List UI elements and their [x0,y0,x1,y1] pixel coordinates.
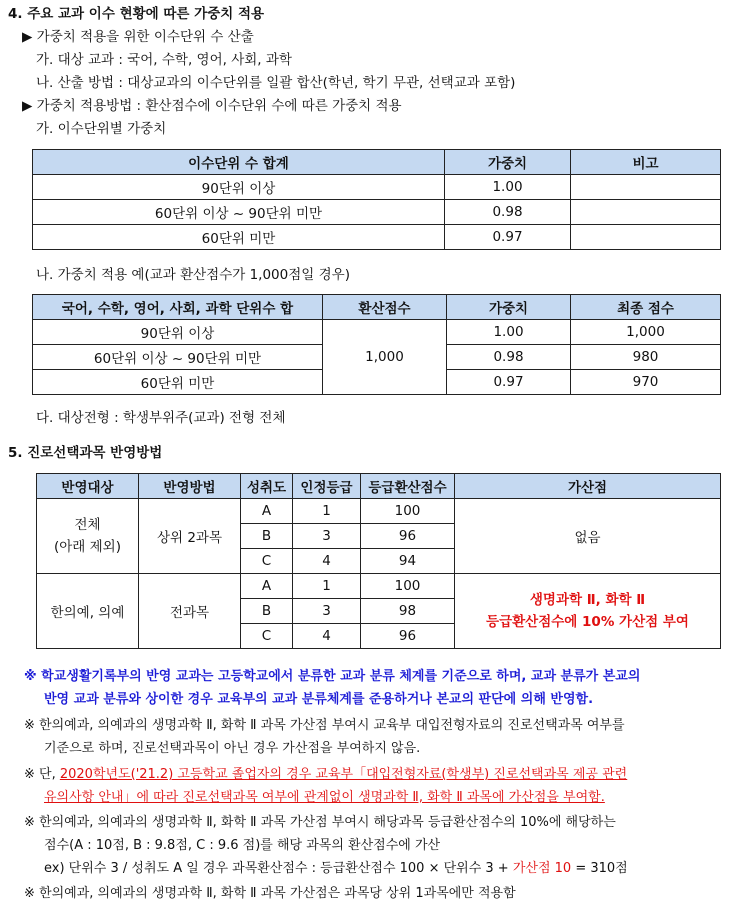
weight-value: 0.97 [445,225,571,250]
table-row [33,320,721,345]
recognized-grade: 4 [293,549,361,574]
header-bonus: 가산점 [455,474,721,499]
note4-line2: 점수(A : 10점, B : 9.8점, C : 9.6 점)를 해당 과목의 환산점수에 가산 [44,838,441,853]
grade-score: 96 [361,524,455,549]
header-method: 반영방법 [139,474,241,499]
bonus-medical [455,574,721,649]
remarks [571,175,721,200]
header-remarks: 비고 [571,150,721,175]
weight-table [32,149,721,250]
note4-line1: ※ 한의예과, 의예과의 생명과학 Ⅱ, 화학 Ⅱ 과목 가산점 부여시 해당과목 등급환산점수의 10%에 해당하는 [24,815,616,830]
table-row [33,200,721,225]
unit-range: 90단위 이상 [33,175,445,200]
note1-line2: 반영 교과 분류와 상이한 경우 교육부의 교과 분류체계를 준용하거나 본교의 판단에 의해 반영함. [44,692,594,707]
item-calc-method: 나. 산출 방법 : 대상교과의 이수단위를 일괄 합산(학년, 학기 무관, 선택교과 포함) [36,75,516,91]
item-target-admission: 다. 대상전형 : 학생부위주(교과) 전형 전체 [36,410,286,426]
unit-range: 60단위 미만 [33,370,323,395]
recognized-grade: 1 [293,574,361,599]
table-row [37,499,721,524]
note3-prefix: ※ 단, [24,767,60,782]
header-weight: 가중치 [447,295,571,320]
final-score: 970 [571,370,721,395]
table-row [37,574,721,599]
weight-value: 0.98 [445,200,571,225]
note2-line1: ※ 한의예과, 의예과의 생명과학 Ⅱ, 화학 Ⅱ 과목 가산점 부여시 교육부 대입전형자료의 진로선택과목 여부를 [24,718,625,733]
unit-range: 60단위 미만 [33,225,445,250]
grade-score: 96 [361,624,455,649]
weight-value: 1.00 [445,175,571,200]
note3-line1 [24,765,627,785]
item-weight-by-unit: 가. 이수단위별 가중치 [36,121,167,137]
note1-line1: ※ 학교생활기록부의 반영 교과는 고등학교에서 분류한 교과 분류 체계를 기준으로 하며, 교과 분류가 본교의 [24,669,641,684]
target-all [37,499,139,574]
table-header-row [37,474,721,499]
table-header-row [33,295,721,320]
unit-range: 60단위 이상 ~ 90단위 미만 [33,200,445,225]
remarks [571,200,721,225]
unit-range: 90단위 이상 [33,320,323,345]
note2-line2: 기준으로 하며, 진로선택과목이 아닌 경우 가산점을 부여하지 않음. [44,741,421,756]
section4-title: 4. 주요 교과 이수 현황에 따른 가중치 적용 [8,6,265,22]
final-score: 1,000 [571,320,721,345]
example-result: = 310점 [571,861,628,876]
note3-line2: 유의사항 안내」에 따라 진로선택과목 여부에 관계없이 생명과학 Ⅱ, 화학 Ⅱ 과목에 가산점을 부여함. [44,790,605,805]
career-elective-table [36,473,721,649]
note4-example [44,859,628,879]
unit-range: 60단위 이상 ~ 90단위 미만 [33,345,323,370]
achievement: A [241,574,293,599]
achievement: A [241,499,293,524]
recognized-grade: 1 [293,499,361,524]
item-target-subjects: 가. 대상 교과 : 국어, 수학, 영어, 사회, 과학 [36,52,292,68]
bullet-unit-count: ▶ 가중치 적용을 위한 이수단위 수 산출 [22,29,254,45]
weight-value: 1.00 [447,320,571,345]
target-all-line1: 전체 [74,517,101,533]
note5: ※ 한의예과, 의예과의 생명과학 Ⅱ, 화학 Ⅱ 과목 가산점은 과목당 상위 1과목에만 적용함 [24,886,516,901]
achievement: C [241,624,293,649]
achievement: B [241,599,293,624]
section5-title: 5. 진로선택과목 반영방법 [8,445,163,461]
recognized-grade: 3 [293,599,361,624]
target-all-line2: (아래 제외) [54,539,121,555]
achievement: B [241,524,293,549]
table-row [33,225,721,250]
weight-example-table [32,294,721,395]
note3-highlight-line1: 2020학년도('21.2) 고등학교 졸업자의 경우 교육부「대입전형자료(학생부) 진로선택과목 제공 관련 [59,767,628,782]
header-converted-score: 환산점수 [323,295,447,320]
method-all-subjects: 전과목 [139,574,241,649]
item-weight-example: 나. 가중치 적용 예(교과 환산점수가 1,000점일 경우) [36,267,350,283]
grade-score: 100 [361,574,455,599]
table-row [33,175,721,200]
grade-score: 94 [361,549,455,574]
header-recognized-grade: 인정등급 [293,474,361,499]
recognized-grade: 4 [293,624,361,649]
converted-score: 1,000 [323,320,447,395]
target-medical: 한의예, 의예 [37,574,139,649]
remarks [571,225,721,250]
bonus-medical-line1: 생명과학 Ⅱ, 화학 Ⅱ [529,592,646,608]
bullet-weight-method: ▶ 가중치 적용방법 : 환산점수에 이수단위 수에 따른 가중치 적용 [22,98,402,114]
example-bonus: 가산점 10 [512,861,572,876]
weight-value: 0.98 [447,345,571,370]
header-target: 반영대상 [37,474,139,499]
example-text: ex) 단위수 3 / 성취도 A 일 경우 과목환산점수 : 등급환산점수 100 × 단위수 3 + [44,861,513,876]
grade-score: 98 [361,599,455,624]
recognized-grade: 3 [293,524,361,549]
table-header-row [33,150,721,175]
header-unit-sum: 국어, 수학, 영어, 사회, 과학 단위수 합 [33,295,323,320]
achievement: C [241,549,293,574]
header-final-score: 최종 점수 [571,295,721,320]
bonus-none: 없음 [455,499,721,574]
method-top2: 상위 2과목 [139,499,241,574]
bonus-medical-line2: 등급환산점수에 10% 가산점 부여 [486,614,689,630]
header-unit-total: 이수단위 수 합계 [33,150,445,175]
grade-score: 100 [361,499,455,524]
final-score: 980 [571,345,721,370]
header-weight: 가중치 [445,150,571,175]
header-achievement: 성취도 [241,474,293,499]
weight-value: 0.97 [447,370,571,395]
header-grade-score: 등급환산점수 [361,474,455,499]
